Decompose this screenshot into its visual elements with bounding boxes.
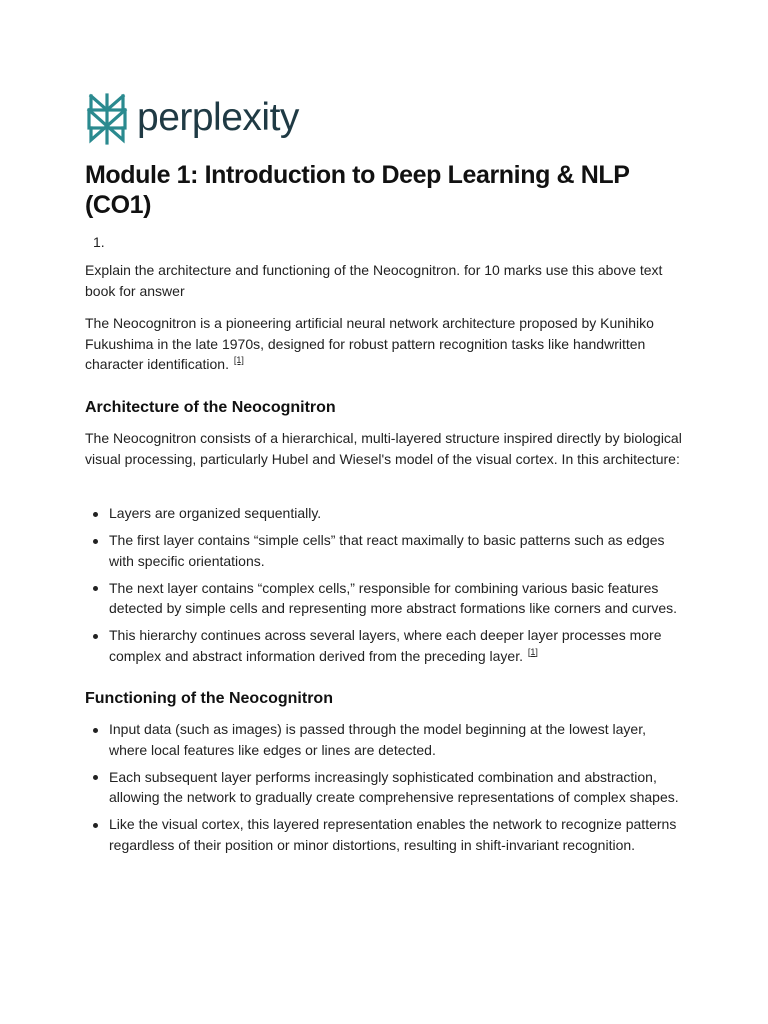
citation-link[interactable]: [1] — [527, 646, 538, 657]
question-number: 1. — [93, 234, 105, 250]
section-heading-functioning: Functioning of the Neocognitron — [85, 690, 333, 707]
question-text: Explain the architecture and functioning of the Neocognitron. for 10 marks use this above text book for answer — [85, 262, 663, 299]
intro-text: The Neocognitron is a pioneering artificial neural network architecture proposed by Kunihiko Fukushima in the late 1970s, designed for robust pattern recognition tasks like handwritten character identification. — [85, 315, 654, 372]
citation-link[interactable]: [1] — [233, 355, 244, 365]
brand-logo — [85, 92, 299, 146]
list-item: Input data (such as images) is passed through the model beginning at the lowest layer, where local features like edges or lines are detected. — [85, 719, 685, 760]
architecture-list — [85, 503, 685, 673]
brand-name: perplexity — [137, 95, 299, 139]
list-item-text: This hierarchy continues across several layers, where each deeper layer processes more complex and abstract information derived from the preceding layer. — [109, 627, 662, 664]
intro-paragraph — [85, 313, 685, 375]
list-item: Layers are organized sequentially. — [85, 503, 685, 524]
list-item — [85, 625, 685, 666]
perplexity-logo-icon — [85, 92, 129, 146]
list-item: Like the visual cortex, this layered representation enables the network to recognize patterns regardless of their position or minor distortions, resulting in shift-invariant recognition. — [85, 814, 685, 855]
list-item: The first layer contains “simple cells” that react maximally to basic patterns such as edges with specific orientations. — [85, 530, 685, 571]
section-heading-architecture: Architecture of the Neocognitron — [85, 399, 336, 416]
list-item: The next layer contains “complex cells,” responsible for combining various basic features detected by simple cells and representing more abstract formations like corners and curves. — [85, 578, 685, 619]
functioning-list — [85, 719, 685, 862]
page-title: Module 1: Introduction to Deep Learning & NLP (CO1) — [85, 161, 630, 219]
architecture-paragraph: The Neocognitron consists of a hierarchical, multi-layered structure inspired directly by biological visual processing, particularly Hubel and Wiesel's model of the visual cortex. In this architecture: — [85, 430, 682, 467]
list-item: Each subsequent layer performs increasingly sophisticated combination and abstraction, allowing the network to gradually create comprehensive representations of complex shapes. — [85, 767, 685, 808]
